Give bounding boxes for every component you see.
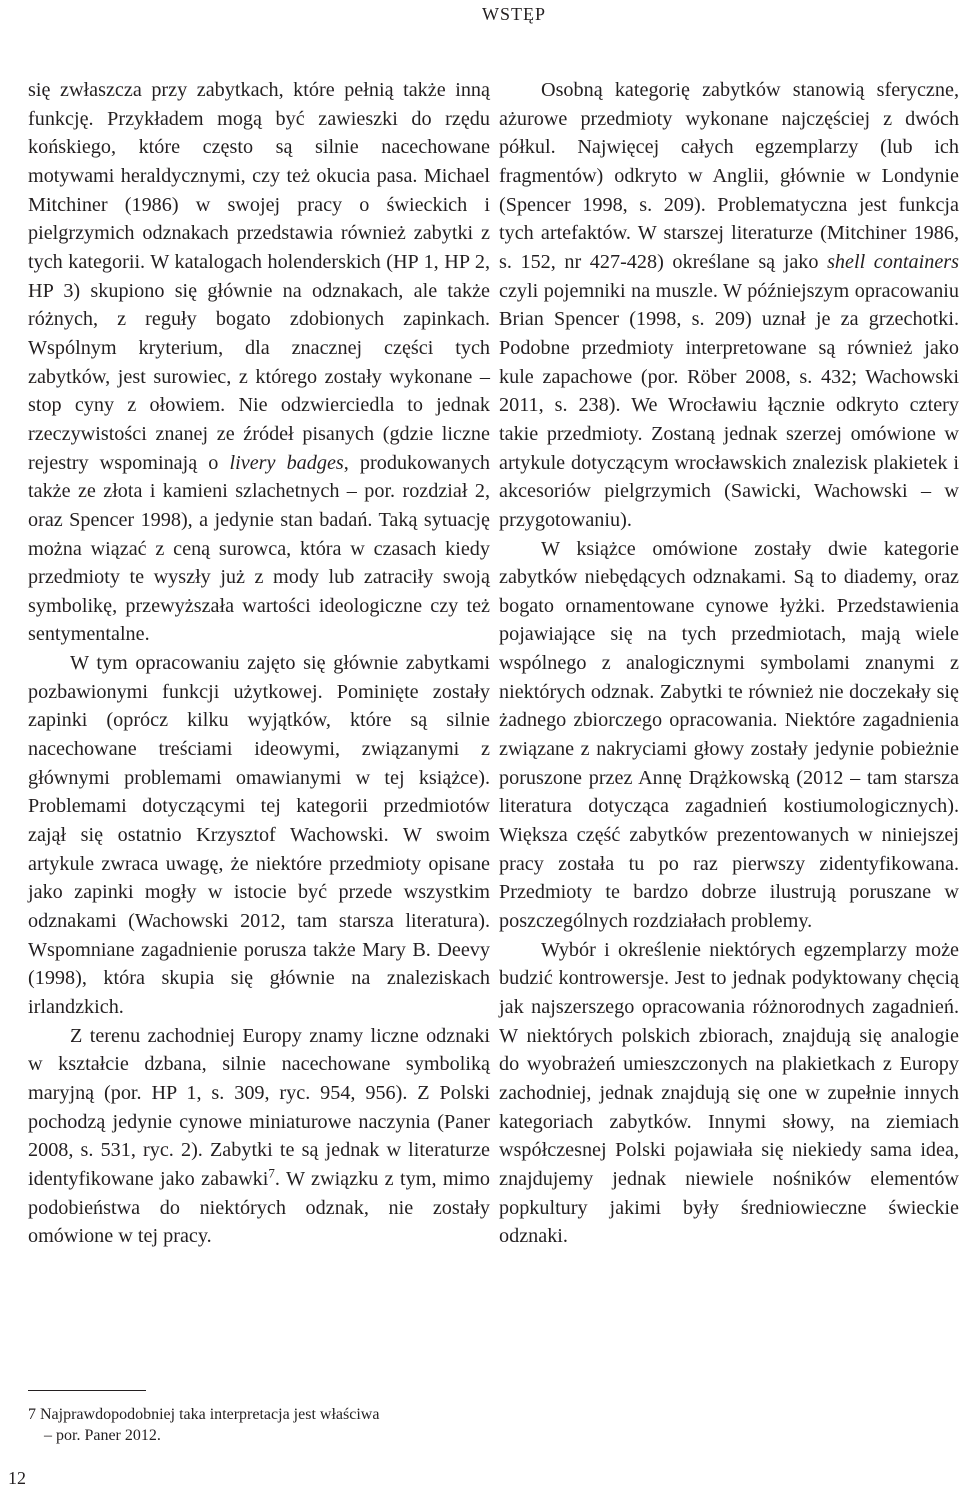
footnote-reference[interactable]: 7 bbox=[268, 1165, 275, 1181]
footnote-divider bbox=[28, 1390, 146, 1391]
paragraph bbox=[28, 1022, 490, 1251]
italic-term: shell containers bbox=[827, 250, 959, 273]
paragraph-text: . W związku z tym, mimo podobieństwa do niektórych odznak, nie zostały omówione w tej pracy. bbox=[28, 1167, 490, 1248]
footnote-text: Najprawdopodobniej taka interpretacja jest właściwa bbox=[40, 1406, 380, 1423]
footnote bbox=[28, 1404, 448, 1446]
paragraph bbox=[499, 76, 959, 535]
running-head: WSTĘP bbox=[481, 4, 546, 24]
footnote-marker: 7 bbox=[28, 1406, 36, 1423]
paragraph-text: czyli pojemniki na muszle. W późniejszym opracowaniu Brian Spencer (1998, s. 209) uznał je za grzechotki. Podobne przedmioty interpretowane są również jako kule zapachowe (por. Röber 2008, s. 432; Wachowski 2011, s. 238). We Wrocławiu łącznie odkryto cztery takie przedmioty. Zostaną jednak szerzej omówione w artykule dotyczącym wrocławskich znalezisk plakietek i akcesoriów pielgrzymich (Sawicki, Wachowski – w przygotowaniu). bbox=[499, 279, 959, 531]
footnote-text-continued: – por. Paner 2012. bbox=[44, 1427, 161, 1444]
paragraph-text: Osobną kategorię zabytków stanowią sferyczne, ażurowe przedmioty wykonane najczęściej z dwóch półkul. Najwięcej całych egzemplarzy (lub ich fragmentów) odkryto w Anglii, głównie w Londynie (Spencer 1998, s. 209). Problematyczna jest funkcja tych artefaktów. W starszej literaturze (Mitchiner 1986, s. 152, nr 427-428) określane są jako bbox=[499, 79, 959, 273]
paragraph: Wybór i określenie niektórych egzemplarzy może budzić kontrowersje. Jest to jednak podyktowany chęcią jak najszerszego opracowania różnorodnych zagadnień. W niektórych polskich zbiorach, znajdują się analogie do wyobrażeń umieszczonych na plakietkach z Europy zachodniej, jednak znajdują się one w zupełnie innych kategoriach zabytków. Innymi słowy, na ziemiach współczesnej Polski pojawiała się niekiedy sama idea, znajdujemy jednak niewiele nośników elementów popkultury jakimi były średniowieczne świeckie odznaki. bbox=[499, 938, 959, 1248]
paragraph: W tym opracowaniu zajęto się głównie zabytkami pozbawionymi funkcji użytkowej. Pominięte zostały zapinki (oprócz kilku wyjątków, które są silnie nacechowane treściami ideowymi, związanymi z głównymi problemami omawianymi w tej książce). Problemami dotyczącymi tej kategorii przedmiotów zajął się ostatnio Krzysztof Wachowski. W swoim artykule zwraca uwagę, że niektóre przedmioty opisane jako zapinki mogły w istocie być przede wszystkim odznakami (Wachowski 2012, tam starsza literatura). Wspomniane zagadnienie porusza także Mary B. Deevy (1998), która skupia się głównie na znaleziskach irlandzkich. bbox=[28, 652, 490, 1018]
paragraph-text: Z terenu zachodniej Europy znamy liczne odznaki w kształcie dzbana, silnie nacechowane symboliką maryjną (por. HP 1, s. 309, ryc. 954, 956). Z Polski pochodzą jedynie cynowe miniaturowe naczynia (Paner 2008, s. 531, ryc. 2). Zabytki te są jednak w literaturze identyfikowane jako zabawki bbox=[28, 1024, 490, 1190]
paragraph: W książce omówione zostały dwie kategorie zabytków niebędących odznakami. Są to diademy, oraz bogato ornamentowane cynowe łyżki. Przedstawienia pojawiające się na tych przedmiotach, mają wiele wspólnego z analogicznymi symbolami znanymi z niektórych odznak. Zabytki te również nie doczekały się żadnego zbiorczego opracowania. Niektóre zagadnienia związane z nakryciami głowy zostały jedynie pobieżnie poruszone przez Annę Drążkowską (2012 – tam starsza literatura dotycząca zagadnień kostiumologicznych). Większa część zabytków prezentowanych w niniejszej pracy została tu po raz pierwszy zidentyfikowana. Przedmioty te bardzo dobrze ilustrują poruszane w poszczególnych rozdziałach problemy. bbox=[499, 537, 959, 933]
paragraph-text: , produkowanych także ze złota i kamieni szlachetnych – por. rozdział 2, oraz Spencer 1998), a jedynie stan badań. Taką sytuację można wiązać z ceną surowca, która w czasach kiedy przedmioty te wyszły już z mody lub zatraciły swoją symbolikę, przewyższała wartości ideologiczne czy też sentymentalne. bbox=[28, 451, 490, 646]
paragraph-text: się zwłaszcza przy zabytkach, które pełnią także inną funkcję. Przykładem mogą być zawieszki do rzędu końskiego, które często są silnie nacechowane motywami heraldycznymi, czy też okucia pasa. Michael Mitchiner (1986) w swojej pracy o świeckich i pielgrzymich odznakach przedstawia również zabytki z tych kategorii. W katalogach holenderskich (HP 1, HP 2, HP 3) skupiono się głównie na odznakach, ale także różnych, z reguły bogato zdobionych zapinkach. Wspólnym kryterium, dla znacznej części tych zabytków, jest surowiec, z którego zostały wykonane – stop cyny z ołowiem. Nie odzwierciedla to jednak rzeczywistości znanej ze źródeł pisanych (gdzie liczne rejestry wspominają o bbox=[28, 79, 490, 474]
page-number: 12 bbox=[8, 1468, 26, 1488]
paragraph bbox=[28, 76, 490, 649]
italic-term: livery badges bbox=[229, 451, 344, 474]
left-column bbox=[28, 76, 490, 1251]
right-column bbox=[499, 76, 959, 1251]
